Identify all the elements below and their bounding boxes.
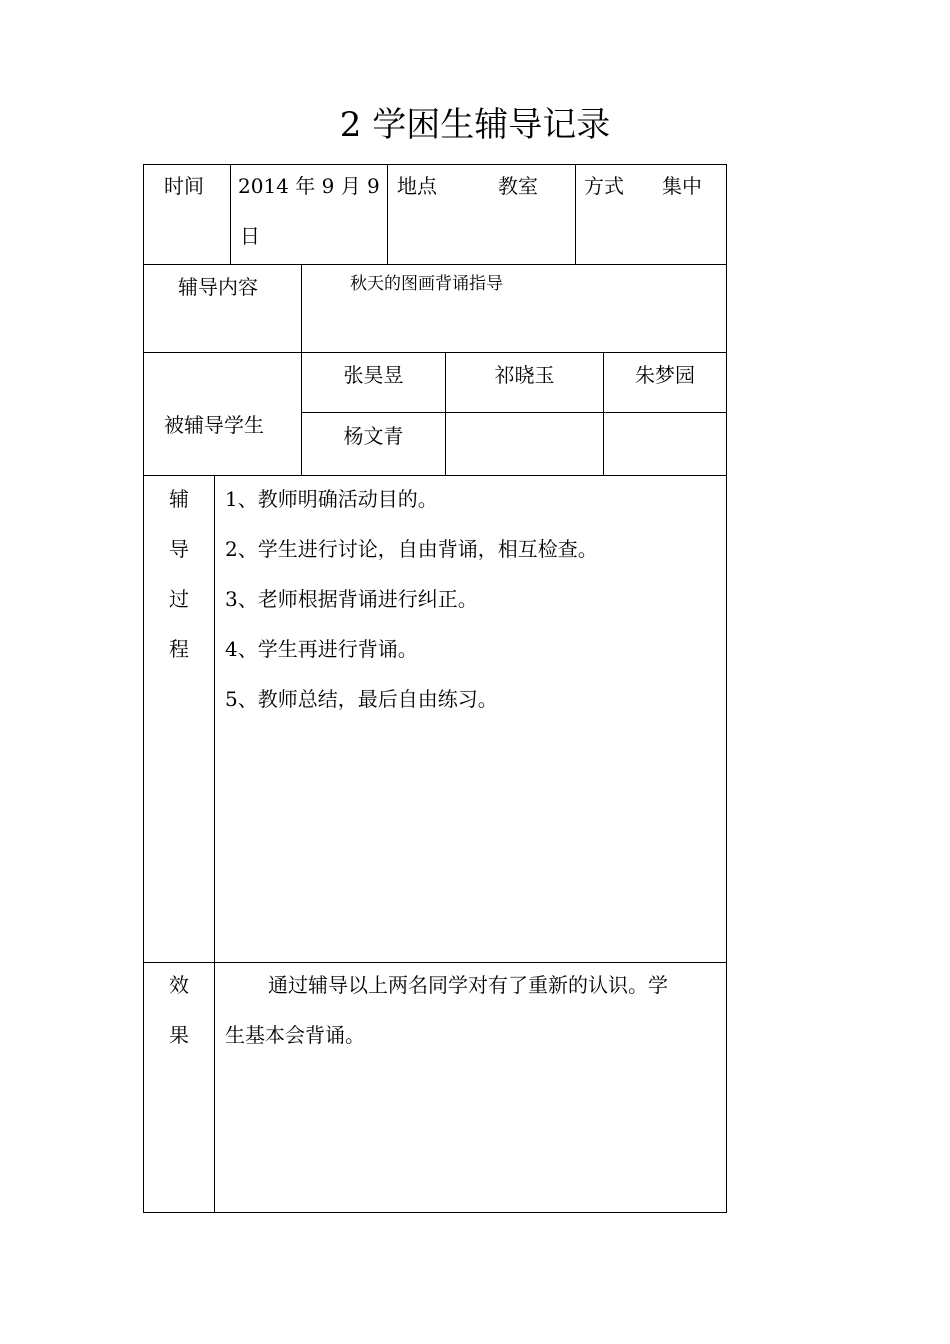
process-step: 1、教师明确活动目的。: [225, 487, 438, 511]
effect-label-char: 效: [169, 973, 189, 997]
method-label: 方式: [584, 174, 624, 198]
student-name: 祁晓玉: [494, 363, 555, 387]
table-right-border: [726, 164, 727, 1213]
process-label-char: 程: [169, 637, 189, 661]
process-step: 5、教师总结，最后自由练习。: [225, 687, 498, 711]
table-bottom-border: [143, 1212, 727, 1213]
row-divider-process: [143, 962, 727, 963]
process-label-char: 辅: [169, 487, 189, 511]
row-divider-content: [143, 352, 727, 353]
table-left-border: [143, 164, 144, 1213]
effect-label-char: 果: [169, 1023, 189, 1047]
student-name: 张昊昱: [343, 363, 404, 387]
process-step: 4、学生再进行背诵。: [225, 637, 418, 661]
col-divider-method: [575, 164, 576, 265]
location-label: 地点: [397, 174, 437, 198]
location-value: 教室: [498, 174, 538, 198]
date-value-line-2: 日: [240, 224, 260, 248]
effect-text-line-2: 生基本会背诵。: [225, 1023, 365, 1047]
row-divider-students-inner: [301, 412, 727, 413]
student-name: 杨文青: [343, 424, 404, 448]
method-value: 集中: [662, 174, 702, 198]
col-divider-location: [387, 164, 388, 265]
process-step: 3、老师根据背诵进行纠正。: [225, 587, 478, 611]
content-label: 辅导内容: [178, 275, 258, 299]
process-label-char: 过: [169, 587, 189, 611]
process-step: 2、学生进行讨论，自由背诵，相互检查。: [225, 537, 598, 561]
content-value: 秋天的图画背诵指导: [350, 274, 503, 294]
date-value-line-1: 2014 年 9 月 9: [238, 174, 380, 198]
students-label: 被辅导学生: [164, 413, 264, 437]
col-divider-time: [230, 164, 231, 265]
student-name: 朱梦园: [635, 363, 695, 387]
row-divider-students: [143, 475, 727, 476]
col-divider-process: [214, 475, 215, 1213]
time-label: 时间: [164, 174, 204, 198]
page-title: 2 学困生辅导记录: [339, 105, 611, 145]
process-label-char: 导: [169, 537, 189, 561]
effect-text-line-1: 通过辅导以上两名同学对有了重新的认识。学: [268, 973, 668, 997]
